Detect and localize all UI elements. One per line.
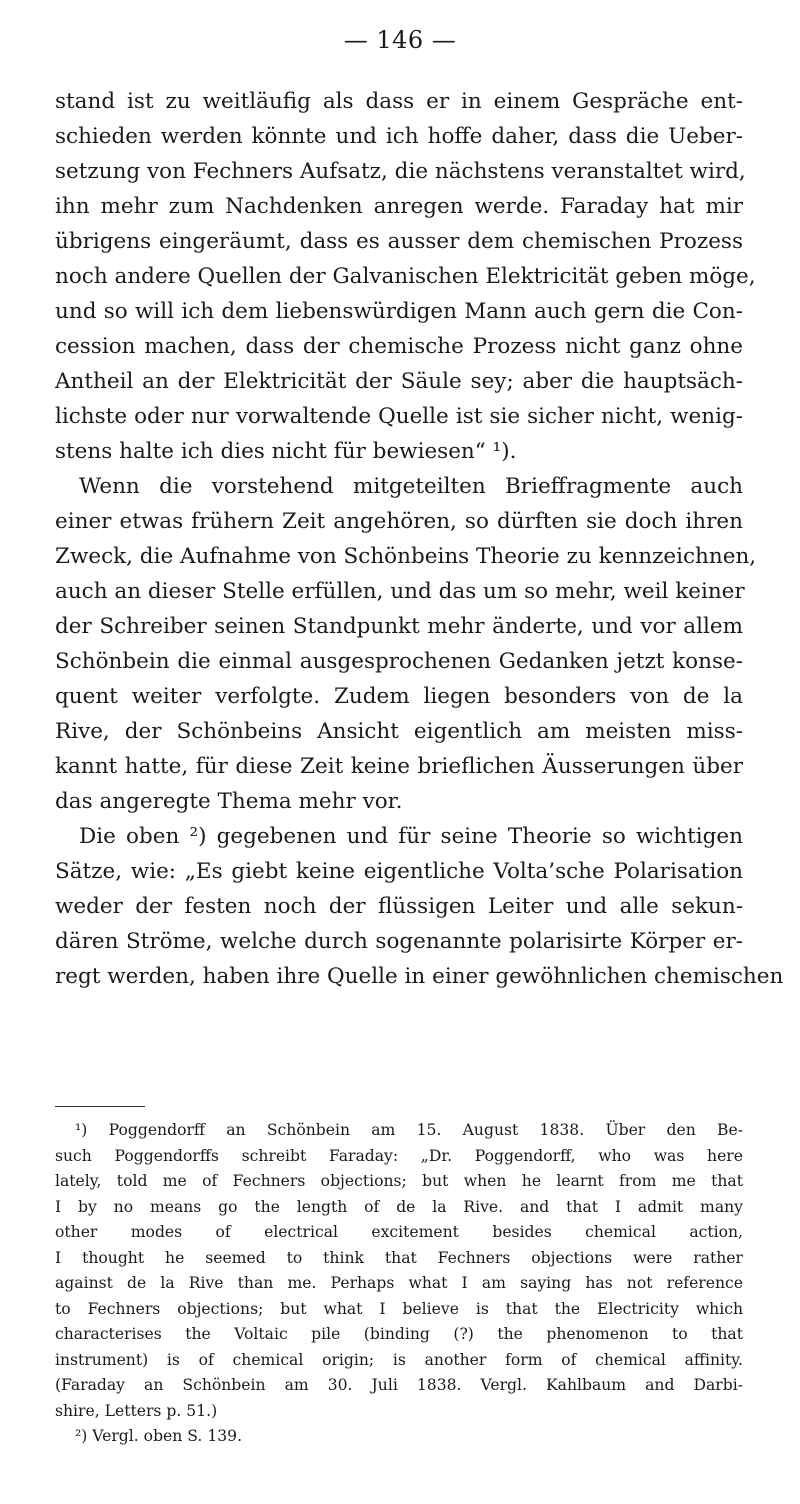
body-line: der Schreiber seinen Standpunkt mehr änderte, und vor allem [55,614,743,639]
footnote-divider [55,1106,145,1107]
body-line: ihn mehr zum Nachdenken anregen werde. Faraday hat mir [55,194,743,219]
body-line: Rive, der Schönbeins Ansicht eigentlich am meisten miss- [55,719,743,744]
footnote-line: ²) Vergl. oben S. 139. [75,1427,243,1445]
footnote-line: lately, told me of Fechners objections; but when he learnt from me that [55,1172,743,1190]
body-line: das angeregte Thema mehr vor. [55,789,403,814]
footnote-line: I thought he seemed to think that Fechners objections were rather [55,1248,743,1267]
body-line: kannt hatte, für diese Zeit keine brieflichen Äusserungen über [55,754,743,779]
body-line: übrigens eingeräumt, dass es ausser dem chemischen Prozess [55,229,743,254]
body-line: einer etwas frühern Zeit angehören, so dürften sie doch ihren [55,509,743,534]
footnote-line: (Faraday an Schönbein am 30. Juli 1838. Vergl. Kahlbaum and Darbi- [55,1376,743,1394]
body-line: setzung von Fechners Aufsatz, die nächstens veranstaltet wird, [55,159,746,184]
body-line: auch an dieser Stelle erfüllen, und das um so mehr, weil keiner [55,579,745,604]
footnote-line: shire, Letters p. 51.) [55,1401,218,1420]
footnote-line: other modes of electrical excitement besides chemical action, [55,1223,743,1241]
body-line: Zweck, die Aufnahme von Schönbeins Theorie zu kennzeichnen, [55,544,757,569]
footnote-line: such Poggendorffs schreibt Faraday: „Dr. Poggendorff, who was here [55,1146,743,1165]
body-line: quent weiter verfolgte. Zudem liegen besonders von de la [55,684,743,709]
footnotes [55,1118,743,1450]
body-line: stens halte ich dies nicht für bewiesen“ ¹). [55,439,517,464]
footnote-line: instrument) is of chemical origin; is another form of chemical affinity. [55,1350,743,1369]
body-line: schieden werden könnte und ich hoffe daher, dass die Ueber- [55,124,743,149]
body-line: Wenn die vorstehend mitgeteilten Brieffragmente auch [79,474,743,499]
body-line: stand ist zu weitläufig als dass er in einem Gespräche ent- [55,89,743,114]
body-line: Sätze, wie: „Es giebt keine eigentliche Volta’sche Polarisation [55,859,743,884]
body-line: dären Ströme, welche durch sogenannte polarisirte Körper er- [55,929,743,954]
body-line: Schönbein die einmal ausgesprochenen Gedanken jetzt konse- [55,649,743,674]
body-line: und so will ich dem liebenswürdigen Mann auch gern die Con- [55,299,743,324]
main-text [55,84,784,994]
body-line: Antheil an der Elektricität der Säule sey; aber die hauptsäch- [55,369,743,394]
footnote-line: characterises the Voltaic pile (binding (?) the phenomenon to that [55,1325,743,1343]
footnote-line: to Fechners objections; but what I believe is that the Electricity which [55,1299,743,1318]
body-line: cession machen, dass der chemische Prozess nicht ganz ohne [55,334,743,359]
body-line: Die oben ²) gegebenen und für seine Theorie so wichtigen [79,824,743,849]
footnote-line: against de la Rive than me. Perhaps what I am saying has not reference [55,1274,743,1292]
footnote-line: ¹) Poggendorff an Schönbein am 15. August 1838. Über den Be- [75,1121,743,1139]
body-line: regt werden, haben ihre Quelle in einer gewöhnlichen chemischen [55,964,784,989]
body-line: weder der festen noch der flüssigen Leiter und alle sekun- [55,894,743,919]
body-line: lichste oder nur vorwaltende Quelle ist sie sicher nicht, wenig- [55,404,743,429]
body-line: noch andere Quellen der Galvanischen Elektricität geben möge, [55,264,756,289]
page-number: — 146 — [343,26,457,54]
footnote-line: I by no means go the length of de la Rive. and that I admit many [55,1197,743,1216]
